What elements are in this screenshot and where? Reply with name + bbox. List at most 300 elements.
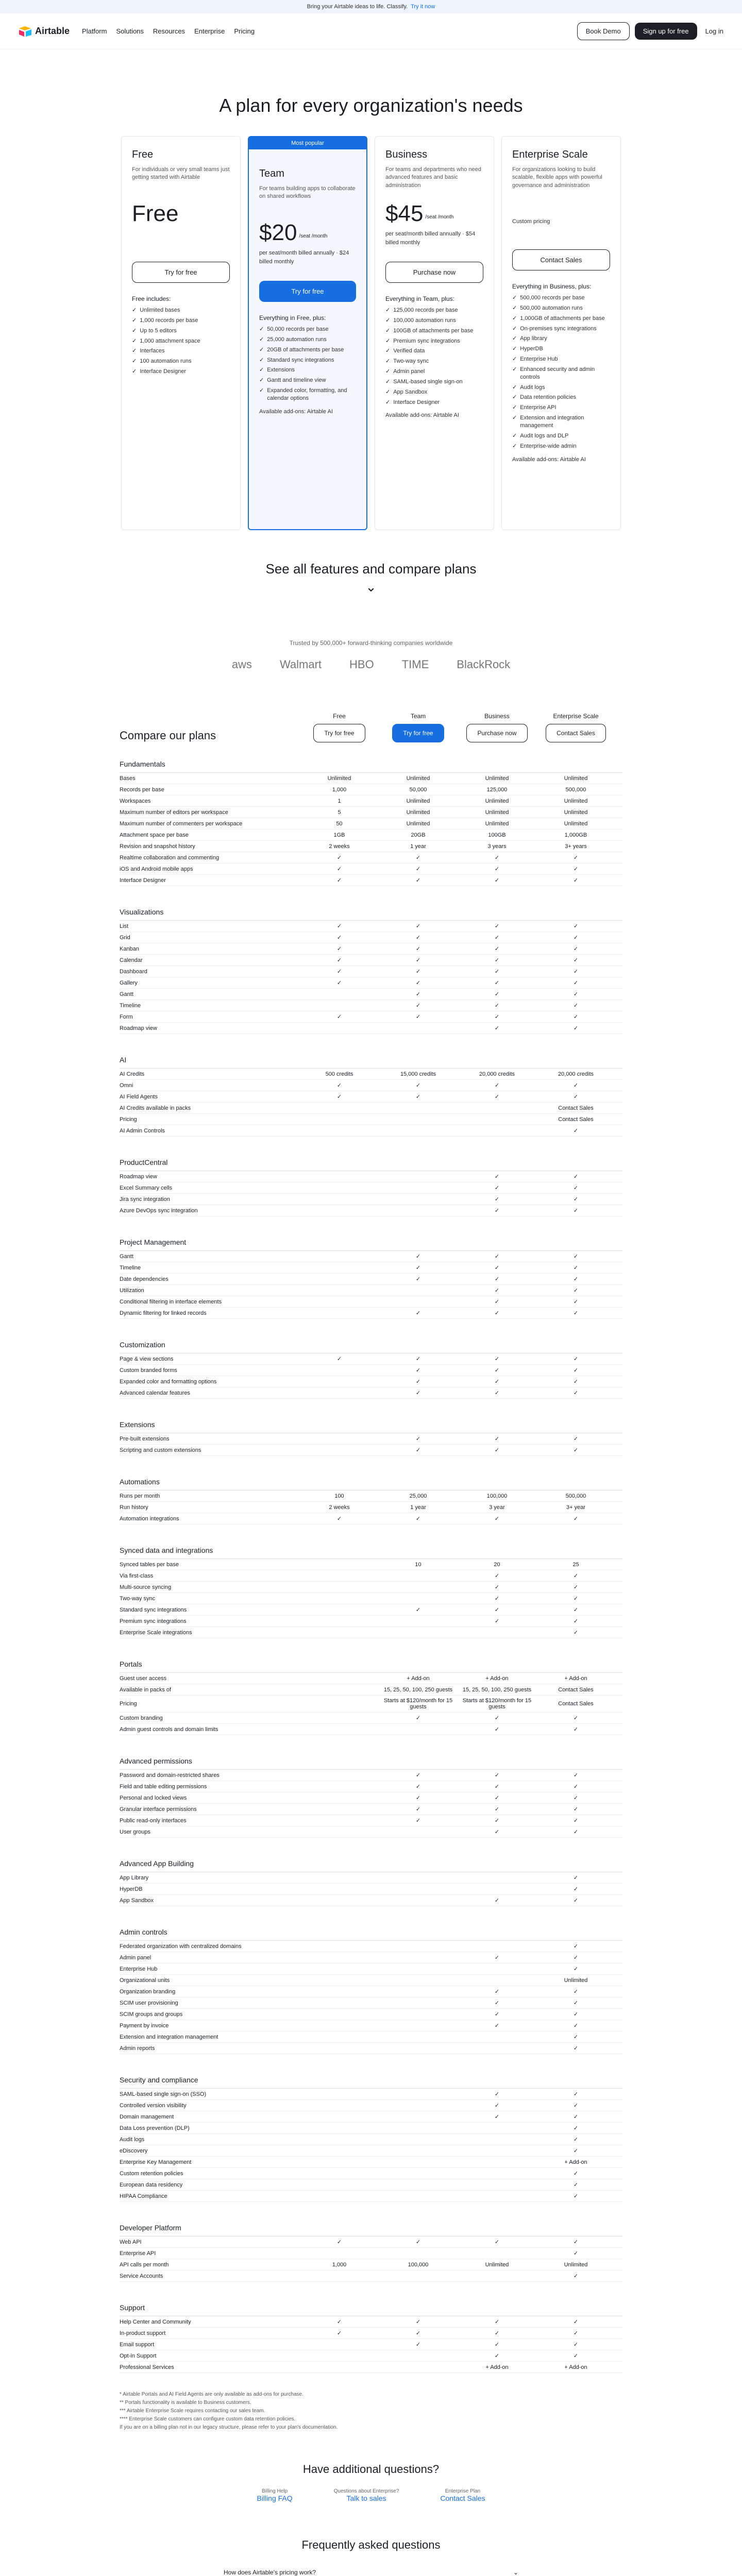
feature-row xyxy=(120,2328,622,2339)
feature-label: 25,000 automation runs xyxy=(267,336,327,343)
row-value xyxy=(300,1676,379,1681)
plan-cta-button[interactable]: Try for free xyxy=(132,262,230,283)
feature-item xyxy=(259,377,356,384)
row-value: 10 xyxy=(415,1561,421,1568)
row-value xyxy=(300,1129,379,1133)
row-value xyxy=(379,1026,458,1030)
row-value xyxy=(379,2104,458,2108)
row-value: 15, 25, 50, 100, 250 guests xyxy=(383,1686,453,1693)
row-value: ✓ xyxy=(573,1955,579,1961)
row-value: ✓ xyxy=(573,923,579,929)
row-value: ✓ xyxy=(573,2353,579,2359)
row-value: Unlimited xyxy=(406,820,430,827)
row-label-cell xyxy=(120,2009,300,2020)
row-label-cell xyxy=(120,1724,300,1735)
row-value: ✓ xyxy=(336,980,342,986)
row-label: API calls per month xyxy=(120,2261,169,2268)
feature-row xyxy=(120,773,622,784)
row-value: ✓ xyxy=(336,1516,342,1522)
row-label-cell xyxy=(120,2157,300,2167)
row-label-cell xyxy=(120,2043,300,2054)
row-value: ✓ xyxy=(494,1818,500,1824)
row-value: ✓ xyxy=(573,946,579,952)
row-value: ✓ xyxy=(494,1265,500,1271)
check-icon: ✓ xyxy=(512,335,517,342)
footnote: **** Enterprise Scale customers can configure custom data retention policies. xyxy=(120,2416,296,2422)
row-label: AI Admin Controls xyxy=(120,1127,165,1134)
row-label-cell xyxy=(120,1023,300,1033)
section-title: Customization xyxy=(120,1336,622,1353)
row-value: 2 weeks xyxy=(329,843,350,850)
feature-item xyxy=(512,384,610,392)
trusted-text: Trusted by 500,000+ forward-thinking companies worldwide xyxy=(289,639,453,647)
plan-cards xyxy=(0,136,742,530)
feature-row xyxy=(120,875,622,886)
row-label: iOS and Android mobile apps xyxy=(120,866,193,872)
row-value: ✓ xyxy=(573,2011,579,2018)
plan-cta-button[interactable]: Contact Sales xyxy=(512,249,610,270)
compare-plans-link[interactable]: See all features and compare plans xyxy=(265,561,477,577)
row-value: ✓ xyxy=(573,1025,579,1031)
check-icon: ✓ xyxy=(512,346,517,352)
plan-price xyxy=(132,201,230,227)
col-button[interactable]: Purchase now xyxy=(466,724,527,742)
row-label-cell xyxy=(120,1001,300,1011)
row-label-cell xyxy=(120,1685,300,1695)
row-value: ✓ xyxy=(494,1082,500,1089)
plan-price xyxy=(259,220,356,246)
feature-label: 100 automation runs xyxy=(140,358,192,365)
row-value xyxy=(458,1887,536,1891)
row-value: ✓ xyxy=(573,1436,579,1442)
row-value: ✓ xyxy=(336,1082,342,1089)
feature-row xyxy=(120,1582,622,1593)
row-label-cell xyxy=(120,1699,300,1709)
row-label-cell xyxy=(120,2168,300,2179)
row-label: eDiscovery xyxy=(120,2147,148,2154)
row-value: Starts at $120/month for 15 guests xyxy=(462,1698,532,1710)
row-value: ✓ xyxy=(573,1082,579,1089)
row-value: ✓ xyxy=(573,1875,579,1881)
row-value: 3 years xyxy=(487,843,507,850)
feature-label: Interface Designer xyxy=(140,368,187,375)
row-label: Gantt xyxy=(120,991,133,997)
row-value: ✓ xyxy=(573,969,579,975)
compare-section xyxy=(120,1542,622,1638)
row-label: Available in packs of xyxy=(120,1686,172,1693)
row-value: ✓ xyxy=(494,1287,500,1294)
row-value: 1 year xyxy=(410,843,426,850)
feature-row xyxy=(120,943,622,955)
feature-item xyxy=(259,336,356,344)
check-icon: ✓ xyxy=(385,307,391,313)
row-value xyxy=(379,1978,458,1982)
feature-row xyxy=(120,1114,622,1125)
row-value: ✓ xyxy=(494,923,500,929)
row-value: ✓ xyxy=(415,969,421,975)
price-subtext: Custom pricing xyxy=(512,218,550,225)
feature-row xyxy=(120,863,622,875)
feature-list xyxy=(132,307,230,376)
row-label: Admin guest controls and domain limits xyxy=(120,1726,218,1733)
row-value: 100,000 xyxy=(486,1493,508,1499)
row-label: Opt-in Support xyxy=(120,2352,157,2359)
feature-row xyxy=(120,1171,622,1182)
row-value: ✓ xyxy=(573,855,579,861)
row-label-cell xyxy=(120,2032,300,2042)
price-value: Free xyxy=(132,201,179,226)
feature-row xyxy=(120,1593,622,1604)
row-value xyxy=(300,2104,379,2108)
plan-card-business xyxy=(375,136,494,530)
row-value: ✓ xyxy=(336,946,342,952)
row-value xyxy=(300,1631,379,1635)
row-label: SAML-based single sign-on (SSO) xyxy=(120,2091,207,2097)
feature-item xyxy=(512,355,610,363)
row-value: ✓ xyxy=(494,980,500,986)
row-value: 25 xyxy=(572,1561,579,1568)
row-label: Email support xyxy=(120,2341,155,2348)
row-label: AI Credits available in packs xyxy=(120,1105,191,1111)
price-subtext: per seat/month billed annually · $24 billed monthly xyxy=(259,250,349,265)
row-value: Unlimited xyxy=(485,775,509,782)
feature-row xyxy=(120,2259,622,2270)
feature-item xyxy=(132,358,230,365)
check-icon: ✓ xyxy=(512,384,517,391)
row-value: ✓ xyxy=(573,1379,579,1385)
row-value xyxy=(379,2354,458,2358)
price-subtext: per seat/month billed annually · $54 billed monthly xyxy=(385,231,476,246)
feature-row xyxy=(120,1502,622,1513)
row-value: ✓ xyxy=(336,935,342,941)
row-value xyxy=(379,1129,458,1133)
check-icon: ✓ xyxy=(512,295,517,301)
row-value: ✓ xyxy=(415,2239,421,2245)
row-value: ✓ xyxy=(494,1795,500,1801)
row-value: ✓ xyxy=(494,1196,500,1202)
row-value: ✓ xyxy=(494,1573,500,1579)
row-value xyxy=(300,2126,379,2130)
row-value: + Add-on xyxy=(564,2159,587,2165)
row-label: AI Credits xyxy=(120,1071,145,1077)
row-value: ✓ xyxy=(573,1618,579,1624)
row-value: ✓ xyxy=(573,1897,579,1904)
row-label: Synced tables per base xyxy=(120,1561,179,1568)
row-label-cell xyxy=(120,989,300,999)
row-label-cell xyxy=(120,1616,300,1626)
row-value: ✓ xyxy=(573,1014,579,1020)
row-label-cell xyxy=(120,1793,300,1803)
row-value: ✓ xyxy=(494,1379,500,1385)
check-icon: ✓ xyxy=(512,366,517,372)
nav-item-pricing[interactable]: Pricing xyxy=(234,27,255,35)
feature-row xyxy=(120,2123,622,2134)
feature-item xyxy=(512,335,610,343)
row-label-cell xyxy=(120,1434,300,1444)
row-value xyxy=(379,1967,458,1971)
row-value: ✓ xyxy=(415,935,421,941)
row-label-cell xyxy=(120,2191,300,2201)
feature-row xyxy=(120,2339,622,2350)
row-value xyxy=(300,2092,379,2096)
compare-section xyxy=(120,2072,622,2202)
row-value xyxy=(300,1437,379,1441)
row-value: ✓ xyxy=(573,1829,579,1835)
row-value: ✓ xyxy=(573,1806,579,1812)
feature-label: Data retention policies xyxy=(520,394,577,401)
nav-item-solutions[interactable]: Solutions xyxy=(116,27,144,35)
feature-item xyxy=(512,325,610,333)
row-label-cell xyxy=(120,2362,300,2372)
nav-item-platform[interactable]: Platform xyxy=(82,27,107,35)
feature-label: 100,000 automation runs xyxy=(393,317,456,324)
row-label-cell xyxy=(120,2340,300,2350)
row-label-cell xyxy=(120,1377,300,1387)
row-value xyxy=(300,1186,379,1190)
row-value: ✓ xyxy=(415,2319,421,2325)
row-value: 50,000 xyxy=(409,786,427,793)
row-value xyxy=(458,1876,536,1880)
row-label: App Sandbox xyxy=(120,1897,154,1904)
row-value: ✓ xyxy=(573,1128,579,1134)
feature-row xyxy=(120,1792,622,1804)
row-value: ✓ xyxy=(415,1772,421,1778)
row-value: ✓ xyxy=(415,1818,421,1824)
col-button[interactable]: Contact Sales xyxy=(546,724,606,742)
chevron-down-icon[interactable]: ⌄ xyxy=(365,579,377,595)
row-label: Payment by invoice xyxy=(120,2022,169,2029)
feature-row xyxy=(120,1570,622,1582)
row-label: Granular interface permissions xyxy=(120,1806,197,1812)
row-label: Page & view sections xyxy=(120,1355,174,1362)
row-value xyxy=(300,992,379,996)
compare-section xyxy=(120,756,622,886)
row-value: ✓ xyxy=(573,1584,579,1590)
compare-section xyxy=(120,1855,622,1906)
check-icon: ✓ xyxy=(259,367,264,374)
feature-row xyxy=(120,1673,622,1684)
feature-label: 20GB of attachments per base xyxy=(267,346,344,353)
book-demo-button[interactable]: Book Demo xyxy=(577,22,630,40)
feature-item xyxy=(385,368,483,376)
row-value: ✓ xyxy=(573,1607,579,1613)
row-value: 1,000 xyxy=(332,786,347,793)
row-label: Admin reports xyxy=(120,2045,155,2052)
feature-item xyxy=(385,399,483,406)
faq-item[interactable] xyxy=(222,2562,520,2576)
row-label: HIPAA Compliance xyxy=(120,2193,167,2199)
section-title: Extensions xyxy=(120,1416,622,1433)
row-value: 20GB xyxy=(411,832,426,838)
feature-row xyxy=(120,1490,622,1502)
check-icon: ✓ xyxy=(132,307,137,313)
check-icon: ✓ xyxy=(132,337,137,344)
row-value xyxy=(300,1727,379,1732)
feature-row xyxy=(120,1000,622,1011)
row-value xyxy=(300,1619,379,1623)
feature-row xyxy=(120,1445,622,1456)
banner-link[interactable]: Try it now xyxy=(411,4,435,10)
contact-link[interactable]: Talk to sales xyxy=(346,2494,386,2502)
contact-link[interactable]: Billing FAQ xyxy=(257,2494,293,2502)
row-value xyxy=(300,1887,379,1891)
row-value: 15,000 credits xyxy=(400,1071,436,1077)
row-value: ✓ xyxy=(415,923,421,929)
section-title: Support xyxy=(120,2299,622,2316)
row-value: Contact Sales xyxy=(558,1116,594,1123)
row-value xyxy=(379,1186,458,1190)
feature-item xyxy=(385,378,483,386)
section-title: Fundamentals xyxy=(120,756,622,773)
row-value: ✓ xyxy=(573,2193,579,2199)
row-value xyxy=(300,1819,379,1823)
row-value: ✓ xyxy=(573,2319,579,2325)
nav-item-enterprise[interactable]: Enterprise xyxy=(194,27,225,35)
signup-button[interactable]: Sign up for free xyxy=(635,23,697,40)
row-label: Web API xyxy=(120,2239,142,2245)
row-value: ✓ xyxy=(494,1989,500,1995)
row-value xyxy=(300,1289,379,1293)
row-label: Attachment space per base xyxy=(120,832,189,838)
row-label-cell xyxy=(120,1953,300,1963)
row-value: 3+ year xyxy=(566,1504,585,1511)
popular-badge: Most popular xyxy=(249,137,366,149)
row-value xyxy=(300,2115,379,2119)
logo-walmart: Walmart xyxy=(279,658,322,671)
row-value xyxy=(379,2012,458,2016)
feature-row xyxy=(120,2191,622,2202)
row-value xyxy=(379,2194,458,2198)
row-label: Pricing xyxy=(120,1701,137,1707)
login-link[interactable]: Log in xyxy=(705,27,723,35)
feature-row xyxy=(120,1815,622,1826)
row-value: ✓ xyxy=(494,2023,500,2029)
row-value: ✓ xyxy=(494,1014,500,1020)
feature-row xyxy=(120,1941,622,1952)
col-button[interactable]: Try for free xyxy=(313,724,365,742)
feature-row xyxy=(120,1963,622,1975)
row-label: Public read-only interfaces xyxy=(120,1817,187,1824)
row-label: Enterprise Scale integrations xyxy=(120,1629,192,1636)
col-button[interactable]: Try for free xyxy=(392,724,444,742)
feature-item xyxy=(259,346,356,354)
row-value xyxy=(300,2149,379,2153)
row-value: ✓ xyxy=(573,957,579,963)
nav-item-resources[interactable]: Resources xyxy=(153,27,185,35)
row-value xyxy=(379,1899,458,1903)
row-label-cell xyxy=(120,830,300,840)
row-value: ✓ xyxy=(573,2137,579,2143)
row-value xyxy=(379,1887,458,1891)
row-value xyxy=(300,1277,379,1281)
plan-cta-button[interactable]: Purchase now xyxy=(385,262,483,283)
row-label-cell xyxy=(120,1194,300,1205)
row-value xyxy=(300,2274,379,2278)
feature-row xyxy=(120,2350,622,2362)
row-label: Scripting and custom extensions xyxy=(120,1447,201,1453)
col-name: Business xyxy=(484,713,510,720)
feature-row xyxy=(120,829,622,841)
row-label: Data Loss prevention (DLP) xyxy=(120,2125,190,2131)
plan-description: For individuals or very small teams just getting started with Airtable xyxy=(132,166,230,181)
footnote: If you are on a billing plan not in our legacy structure, please refer to your plan's documentation. xyxy=(120,2425,338,2430)
row-label: Form xyxy=(120,1013,133,1020)
row-value: 20 xyxy=(494,1561,500,1568)
row-label: Custom branding xyxy=(120,1715,163,1721)
row-value: ✓ xyxy=(415,957,421,963)
row-value: Unlimited xyxy=(564,820,588,827)
row-value xyxy=(379,2115,458,2119)
airtable-logo[interactable] xyxy=(19,26,70,37)
feature-row xyxy=(120,1684,622,1696)
row-value: ✓ xyxy=(494,2342,500,2348)
row-label: App Library xyxy=(120,1874,149,1881)
row-value: ✓ xyxy=(573,1772,579,1778)
plan-description: For teams and departments who need advanced features and basic administration xyxy=(385,166,481,189)
row-value: ✓ xyxy=(494,1772,500,1778)
row-label: Utilization xyxy=(120,1287,144,1294)
contact-link[interactable]: Contact Sales xyxy=(440,2494,485,2502)
feature-row xyxy=(120,955,622,966)
compare-section xyxy=(120,1753,622,1838)
feature-row xyxy=(120,2031,622,2043)
row-value xyxy=(379,2251,458,2256)
row-value: ✓ xyxy=(415,946,421,952)
row-value: ✓ xyxy=(415,1003,421,1009)
row-value: ✓ xyxy=(573,2250,579,2257)
feature-item xyxy=(512,443,610,450)
row-value: ✓ xyxy=(573,1174,579,1180)
row-label-cell xyxy=(120,1069,300,1079)
feature-item xyxy=(132,337,230,345)
plan-description: For teams building apps to collaborate on shared workflows xyxy=(259,185,356,200)
row-value: 1GB xyxy=(333,832,345,838)
row-label-cell xyxy=(120,921,300,931)
row-label: Maximum number of commenters per workspace xyxy=(120,820,243,827)
row-label: Custom retention policies xyxy=(120,2170,183,2177)
nav-menu xyxy=(82,27,255,35)
top-banner xyxy=(0,0,742,13)
row-value xyxy=(379,1209,458,1213)
row-value xyxy=(300,1311,379,1315)
feature-label: On-premises sync integrations xyxy=(520,325,597,332)
check-icon: ✓ xyxy=(385,378,391,385)
brand-name: Airtable xyxy=(35,26,70,36)
row-label: Organization branding xyxy=(120,1988,176,1995)
row-value: ✓ xyxy=(573,1943,579,1950)
check-icon: ✓ xyxy=(385,399,391,405)
row-value xyxy=(300,1944,379,1948)
feature-row xyxy=(120,1387,622,1399)
feature-label: 50,000 records per base xyxy=(267,326,329,332)
plan-cta-button[interactable]: Try for free xyxy=(259,281,356,302)
feature-label: Audit logs xyxy=(520,384,545,391)
row-value xyxy=(300,1209,379,1213)
row-label: Custom branded forms xyxy=(120,1367,177,1374)
check-icon: ✓ xyxy=(512,415,517,421)
feature-row xyxy=(120,1952,622,1963)
row-label: SCIM groups and groups xyxy=(120,2011,183,2018)
price-unit: /seat /month xyxy=(425,214,454,220)
compare-section xyxy=(120,1154,622,1216)
feature-row xyxy=(120,1365,622,1376)
row-value: ✓ xyxy=(415,980,421,986)
row-value: ✓ xyxy=(494,1276,500,1282)
feature-label: HyperDB xyxy=(520,346,543,352)
row-label: Excel Summary cells xyxy=(120,1184,173,1191)
feature-item xyxy=(385,388,483,396)
feature-row xyxy=(120,1285,622,1296)
